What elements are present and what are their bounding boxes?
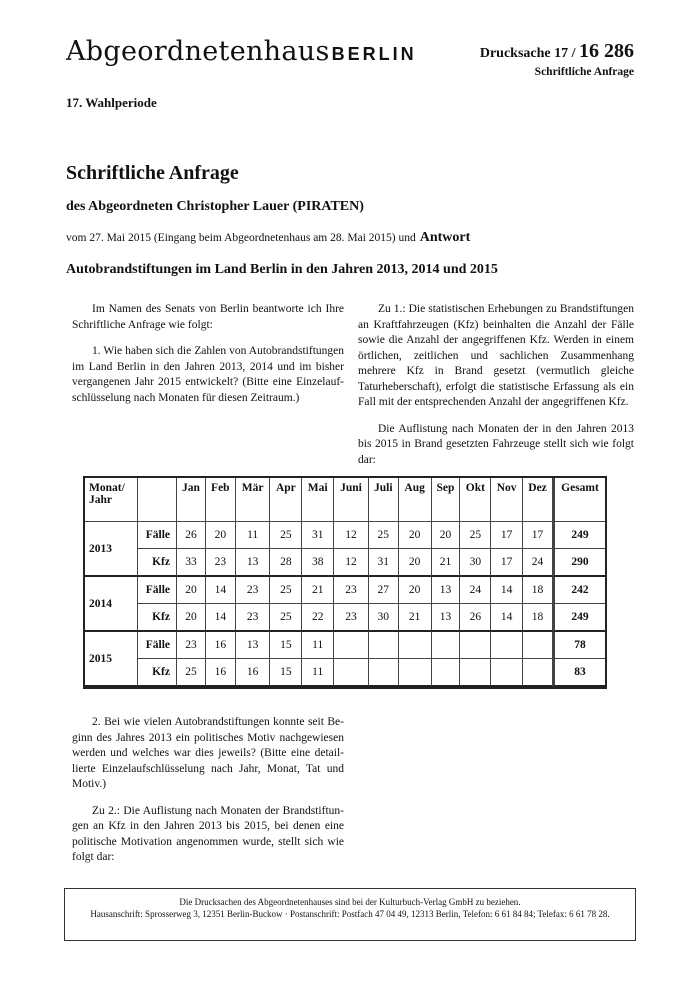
value-cell (334, 659, 369, 687)
question-1: 1. Wie haben sich die Zahlen von Autobrandstiftungen im Land Berlin in den Jahren 2013, 2014 und im bisher vergangenen Jahr 2015 entwickelt? (Bitte eine Einzelaufschlüsselung nach Monaten für diesen Zeitraum.) (72, 345, 344, 404)
value-cell: 25 (270, 604, 302, 632)
total-cell: 290 (553, 549, 605, 577)
table-row (85, 632, 605, 659)
value-cell: 22 (302, 604, 334, 632)
paragraph: Die Auflistung nach Monaten der in den Jahren 2013 bis 2015 in Brand gesetzten Fahrzeuge stellt sich wie folgt dar: (358, 422, 634, 466)
kfz-label: Kfz (138, 604, 177, 632)
value-cell: 25 (460, 522, 491, 549)
value-cell (432, 659, 461, 687)
dateline (66, 230, 470, 246)
kfz-label: Kfz (138, 659, 177, 687)
paragraph: Im Namen des Senats von Berlin beantworte ich Ihre Schriftliche Anfrage wie folgt: (72, 303, 344, 331)
value-cell: 17 (491, 522, 523, 549)
answer-2: Zu 2.: Die Auflistung nach Monaten der Brandstiftungen an Kfz in den Jahren 2013 bis 2015, bei denen eine politische Motivation angenommen wurde, stellt sich wie folgt dar: (72, 804, 344, 863)
value-cell: 15 (270, 659, 302, 687)
doc-type-label: Schriftliche Anfrage (534, 66, 634, 78)
month-header: Sep (432, 478, 461, 522)
table-row (85, 604, 605, 632)
wahlperiode: 17. Wahlperiode (66, 95, 157, 110)
year-cell: 2013 (85, 522, 138, 577)
answer-1: Zu 1.: Die statistischen Erhebungen zu Brandstiftungen an Kraftfahrzeugen (Kfz) beinhalten die Anzahl der Fälle sowie die Anzahl der angegriffenen Kfz. Werden in einem örtlichen, zeitlichen und sachlichen Zusammenhang mehrere Kfz in Brand gesetzt (vermutlich gleiche Taturheberschaft), erfolgt die statistische Erfassung als ein Fall mit der entsprechenden Anzahl der angegriffenen Kfz. (358, 303, 634, 408)
total-header: Gesamt (553, 478, 605, 522)
value-cell: 23 (206, 549, 236, 577)
value-cell: 23 (177, 632, 206, 659)
value-cell: 27 (369, 577, 399, 604)
value-cell: 13 (236, 632, 271, 659)
month-header: Juli (369, 478, 399, 522)
value-cell (523, 632, 553, 659)
value-cell: 11 (302, 659, 334, 687)
value-cell: 25 (369, 522, 399, 549)
drucksache-id: 16 286 (579, 40, 634, 62)
value-cell (460, 632, 491, 659)
value-cell (399, 632, 432, 659)
value-cell: 14 (491, 577, 523, 604)
left-column-2 (72, 715, 344, 877)
value-cell (369, 659, 399, 687)
table-row (85, 577, 605, 604)
value-cell: 24 (523, 549, 553, 577)
value-cell: 13 (432, 604, 461, 632)
value-cell: 18 (523, 604, 553, 632)
table-row (85, 659, 605, 687)
value-cell: 23 (334, 577, 369, 604)
total-cell: 249 (553, 604, 605, 632)
value-cell: 12 (334, 522, 369, 549)
footer-line-1: Die Drucksachen des Abgeordnetenhauses sind bei der Kulturbuch-Verlag GmbH zu beziehen. (179, 897, 521, 907)
subject-heading: Autobrandstiftungen im Land Berlin in den Jahren 2013, 2014 und 2015 (66, 262, 498, 277)
value-cell: 25 (177, 659, 206, 687)
value-cell: 20 (399, 549, 432, 577)
label-header (138, 478, 177, 522)
value-cell: 11 (236, 522, 271, 549)
value-cell: 21 (302, 577, 334, 604)
month-header: Mai (302, 478, 334, 522)
corner-header: Monat/ Jahr (85, 478, 138, 522)
value-cell: 18 (523, 577, 553, 604)
value-cell: 20 (177, 577, 206, 604)
value-cell: 21 (399, 604, 432, 632)
value-cell (432, 632, 461, 659)
value-cell: 30 (369, 604, 399, 632)
value-cell: 14 (491, 604, 523, 632)
value-cell: 14 (206, 577, 236, 604)
value-cell (491, 659, 523, 687)
value-cell (491, 632, 523, 659)
value-cell: 13 (432, 577, 461, 604)
value-cell (523, 659, 553, 687)
month-header: Juni (334, 478, 369, 522)
question-2: 2. Bei wie vielen Autobrandstiftungen konnte seit Beginn des Jahres 2013 ein politisches Motiv nachgewiesen werden und welches war dies jeweils? (Bitte eine detaillierte Einzelaufschlüsselung nach Jahr, Monat, Tat und Motiv.) (72, 716, 344, 790)
page-title: Schriftliche Anfrage (66, 162, 239, 184)
value-cell: 38 (302, 549, 334, 577)
table-row (85, 522, 605, 549)
footer-box (64, 888, 636, 941)
year-cell: 2014 (85, 577, 138, 632)
value-cell: 33 (177, 549, 206, 577)
value-cell: 17 (491, 549, 523, 577)
value-cell: 26 (460, 604, 491, 632)
value-cell: 23 (334, 604, 369, 632)
answer-label: Antwort (419, 230, 471, 245)
value-cell: 17 (523, 522, 553, 549)
faelle-label: Fälle (138, 522, 177, 549)
value-cell: 20 (399, 522, 432, 549)
month-header: Aug (399, 478, 432, 522)
value-cell: 28 (270, 549, 302, 577)
value-cell (460, 659, 491, 687)
logo (66, 36, 417, 67)
month-header: Nov (491, 478, 523, 522)
faelle-label: Fälle (138, 632, 177, 659)
drucksache-number (480, 40, 634, 63)
statistics-table (83, 476, 607, 689)
table-row (85, 549, 605, 577)
total-cell: 78 (553, 632, 605, 659)
value-cell: 14 (206, 604, 236, 632)
value-cell: 16 (206, 659, 236, 687)
value-cell: 13 (236, 549, 271, 577)
value-cell: 31 (369, 549, 399, 577)
table-header-row (85, 478, 605, 522)
footer-line-2: Hausanschrift: Sprosserweg 3, 12351 Berlin-Buckow · Postanschrift: Postfach 47 04 49, 12313 Berlin, Telefon: 6 61 84 84; Telefax: 6 61 78 28. (90, 909, 610, 919)
value-cell: 23 (236, 577, 271, 604)
value-cell: 20 (177, 604, 206, 632)
total-cell: 249 (553, 522, 605, 549)
value-cell: 11 (302, 632, 334, 659)
value-cell: 31 (302, 522, 334, 549)
month-header: Jan (177, 478, 206, 522)
value-cell: 12 (334, 549, 369, 577)
value-cell: 16 (236, 659, 271, 687)
total-cell: 83 (553, 659, 605, 687)
kfz-label: Kfz (138, 549, 177, 577)
month-header: Dez (523, 478, 553, 522)
value-cell: 21 (432, 549, 461, 577)
drucksache-prefix: Drucksache 17 / (479, 46, 576, 61)
author-line: des Abgeordneten Christopher Lauer (PIRATEN) (66, 199, 364, 214)
value-cell (334, 632, 369, 659)
value-cell: 20 (432, 522, 461, 549)
value-cell: 24 (460, 577, 491, 604)
value-cell: 23 (236, 604, 271, 632)
value-cell: 25 (270, 577, 302, 604)
right-column (358, 302, 634, 479)
year-cell: 2015 (85, 632, 138, 687)
left-column (72, 302, 344, 417)
value-cell (369, 632, 399, 659)
month-header: Apr (270, 478, 302, 522)
value-cell: 20 (206, 522, 236, 549)
month-header: Mär (236, 478, 271, 522)
month-header: Okt (460, 478, 491, 522)
faelle-label: Fälle (138, 577, 177, 604)
total-cell: 242 (553, 577, 605, 604)
value-cell: 20 (399, 577, 432, 604)
dateline-text: vom 27. Mai 2015 (Eingang beim Abgeordnetenhaus am 28. Mai 2015) und (66, 232, 416, 244)
value-cell: 25 (270, 522, 302, 549)
value-cell: 15 (270, 632, 302, 659)
value-cell: 26 (177, 522, 206, 549)
value-cell: 16 (206, 632, 236, 659)
value-cell: 30 (460, 549, 491, 577)
logo-text: Abgeordnetenhaus (66, 36, 330, 67)
value-cell (399, 659, 432, 687)
month-header: Feb (206, 478, 236, 522)
logo-berlin: BERLIN (331, 44, 417, 64)
